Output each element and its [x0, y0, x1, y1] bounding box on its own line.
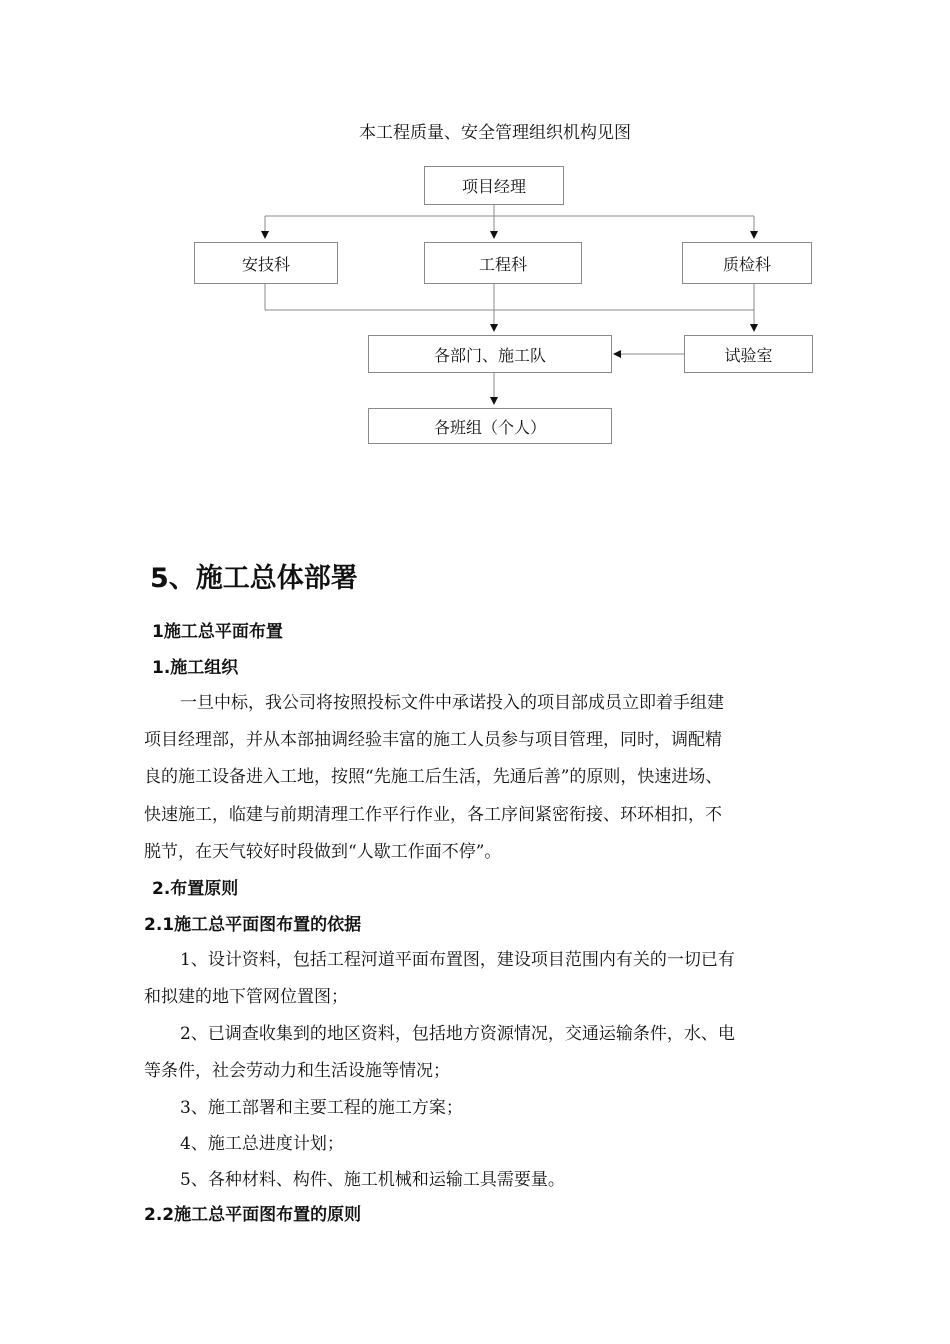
org-chart-connectors [0, 0, 950, 460]
node-team-groups: 各班组（个人） [368, 408, 612, 444]
subsection-2: 2.布置原则 [152, 879, 239, 899]
subsection-2-2: 2.2施工总平面图布置的原则 [144, 1205, 362, 1225]
list-item-continuation: 等条件，社会劳动力和生活设施等情况； [144, 1061, 450, 1081]
section-title: 5、施工总体部署 [150, 563, 358, 594]
node-safety-tech: 安技科 [194, 242, 338, 284]
paragraph-line: 项目经理部，并从本部抽调经验丰富的施工人员参与项目管理，同时，调配精 [144, 730, 722, 750]
paragraph-line: 良的施工设备进入工地，按照“先施工后生活，先通后善”的原则，快速进场、 [144, 767, 723, 787]
node-departments-teams: 各部门、施工队 [368, 335, 612, 373]
node-engineering: 工程科 [424, 242, 582, 284]
list-item-continuation: 和拟建的地下管网位置图； [144, 987, 348, 1007]
list-item: 2、已调查收集到的地区资料，包括地方资源情况，交通运输条件，水、电 [180, 1024, 735, 1044]
paragraph-line: 脱节，在天气较好时段做到“人歇工作面不停”。 [144, 842, 502, 862]
subsection-1-1: 1.施工组织 [152, 658, 239, 678]
list-item: 4、施工总进度计划； [180, 1134, 344, 1154]
paragraph-line: 快速施工，临建与前期清理工作平行作业，各工序间紧密衔接、环环相扣，不 [144, 805, 722, 825]
node-laboratory: 试验室 [684, 335, 813, 373]
node-project-manager: 项目经理 [424, 166, 564, 205]
subsection-2-1: 2.1施工总平面图布置的依据 [144, 915, 362, 935]
node-quality-inspection: 质检科 [682, 242, 812, 284]
org-chart-title: 本工程质量、安全管理组织机构见图 [359, 123, 631, 143]
subsection-1: 1施工总平面布置 [152, 622, 283, 642]
list-item: 1、设计资料，包括工程河道平面布置图，建设项目范围内有关的一切已有 [180, 950, 735, 970]
paragraph-line: 一旦中标，我公司将按照投标文件中承诺投入的项目部成员立即着手组建 [180, 693, 724, 713]
list-item: 5、各种材料、构件、施工机械和运输工具需要量。 [180, 1170, 565, 1190]
list-item: 3、施工部署和主要工程的施工方案； [180, 1098, 463, 1118]
